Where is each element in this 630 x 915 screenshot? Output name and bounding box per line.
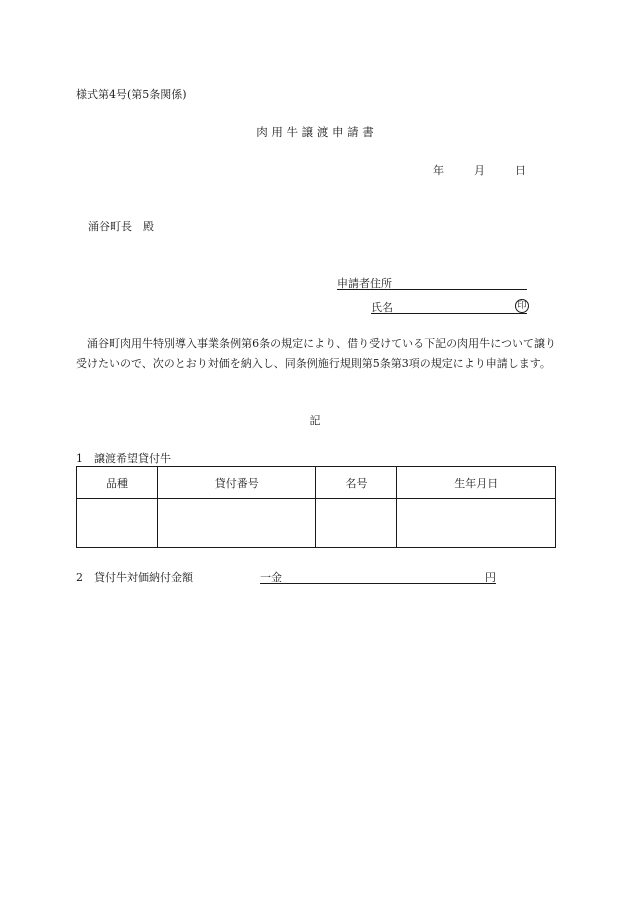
yen-unit: 円: [485, 571, 496, 584]
date-line: [433, 162, 526, 178]
col-breed: 品種: [77, 467, 158, 499]
section1-label: 1 譲渡希望貸付牛: [76, 452, 171, 465]
application-body-text: 涌谷町肉用牛特別導入事業条例第6条の規定により、借り受けている下記の肉用牛について譲り受けたいので、次のとおり対価を納入し、同条例施行規則第5条第3項の規定により申請します。: [76, 337, 556, 370]
applicant-address-label: 申請者住所: [337, 277, 392, 290]
cell-name[interactable]: [316, 499, 397, 548]
year-label: 年: [433, 164, 444, 177]
ki-heading: 記: [309, 414, 321, 427]
table-row: [77, 499, 556, 548]
section2-label: 2 貸付牛対価納付金額: [76, 571, 193, 584]
name-underline: [371, 299, 527, 314]
col-birthdate: 生年月日: [397, 467, 556, 499]
addressee: 涌谷町長 殿: [88, 220, 154, 233]
applicant-name-field[interactable]: [337, 299, 527, 313]
col-loan-number: 貸付番号: [158, 467, 316, 499]
seal-mark: 印: [515, 299, 529, 313]
table-header-row: [77, 467, 556, 499]
cell-birthdate[interactable]: [397, 499, 556, 548]
day-label: 日: [515, 164, 526, 177]
amount-prefix: 一金: [260, 571, 282, 584]
applicant-name-label: 氏名: [371, 301, 393, 314]
month-label: 月: [474, 164, 485, 177]
amount-field[interactable]: [260, 569, 496, 584]
cattle-table: [76, 466, 556, 548]
col-name: 名号: [316, 467, 397, 499]
cell-loan-number[interactable]: [158, 499, 316, 548]
cell-breed[interactable]: [77, 499, 158, 548]
form-number: 様式第4号(第5条関係): [76, 88, 187, 101]
document-title: 肉 用 牛 譲 渡 申 請 書: [256, 125, 374, 139]
applicant-address-field[interactable]: [337, 275, 527, 290]
